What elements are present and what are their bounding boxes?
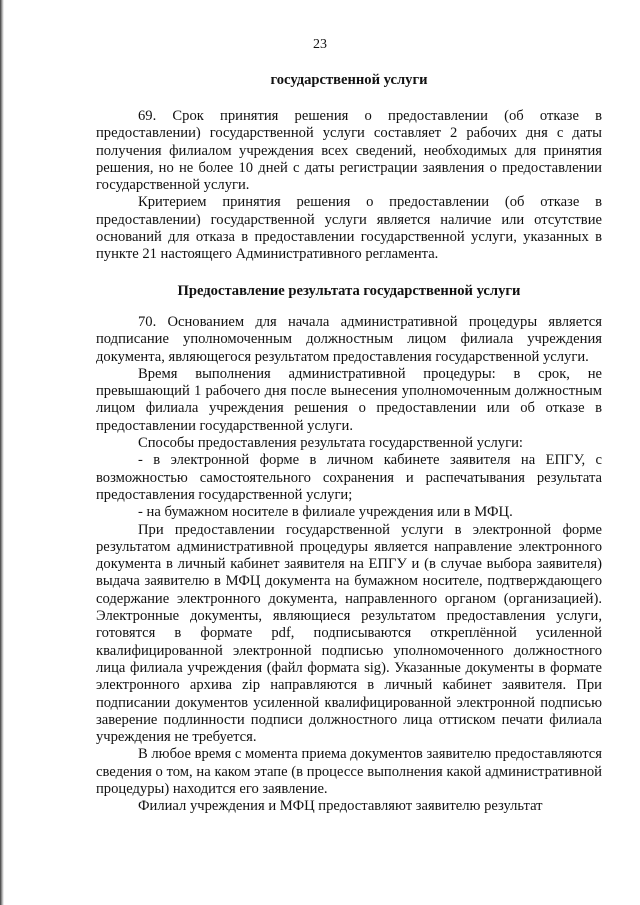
- section-2-body: [96, 314, 602, 816]
- scan-edge: [0, 0, 4, 905]
- paragraph-final: Филиал учреждения и МФЦ предоставляют заявителю результат: [138, 798, 543, 815]
- paragraph-70: 70. Основанием для начала административной процедуры является подписание уполномоченным должностным лицом филиала учреждения документа, являющегося результатом предоставления государственной услуги.: [96, 314, 602, 365]
- section-heading-result: Предоставление результата государственной услуги: [177, 283, 521, 299]
- paragraph-69: 69. Срок принятия решения о предоставлении (об отказе в предоставлении) государственной услуги составляет 2 рабочих дня с даты получения филиалом учреждения всех сведений, необходимых для принятия решения, но не более 10 дней с даты регистрации заявления о предоставлении государственной услуги.: [96, 108, 602, 194]
- paragraph-electronic-result: При предоставлении государственной услуги в электронной форме результатом административной процедуры является направление электронного документа в личный кабинет заявителя на ЕПГУ и (в случае выбора заявителя) выдача заявителю в МФЦ документа на бумажном носителе, подтверждающего содержание электронного документа, направленного органом (организацией). Электронные документы, являющиеся результатом предоставления услуги, готовятся в формате pdf, подписываются откреплённой усиленной квалифицированной электронной подписью уполномоченного должностного лица филиала учреждения (файл формата sig). Указанные документы в формате электронного архива zip направляются в личный кабинет заявителя. При подписании документов усиленной квалифицированной электронной подписью заверение подлинности подписи должностного лица оттиском печати филиала учреждения не требуется.: [96, 521, 602, 746]
- paragraph-methods: Способы предоставления результата государственной услуги:: [138, 435, 523, 452]
- section-1-body: [96, 108, 602, 264]
- list-item-paper: - на бумажном носителе в филиале учреждения или в МФЦ.: [138, 504, 513, 521]
- paragraph-status-info: В любое время с момента приема документов заявителю предоставляются сведения о том, на каком этапе (в процессе выполнения какой административной процедуры) находится его заявление.: [96, 746, 602, 798]
- list-item-electronic: - в электронной форме в личном кабинете заявителя на ЕПГУ, с возможностью самостоятельного сохранения и распечатывания результата предоставления государственной услуги;: [96, 452, 602, 503]
- section-heading-continued: государственной услуги: [270, 72, 428, 88]
- paragraph-time: Время выполнения административной процедуры: в срок, не превышающий 1 рабочего дня после вынесения уполномоченным должностным лицом филиала учреждения решения о предоставлении или об отказе в предоставлении государственной услуги.: [96, 365, 602, 434]
- paragraph-criterion: Критерием принятия решения о предоставлении (об отказе в предоставлении) государственной услуги является наличие или отсутствие оснований для отказа в предоставлении государственной услуги, указанных в пункте 21 настоящего Административного регламента.: [96, 194, 602, 263]
- page-number: 23: [313, 37, 327, 52]
